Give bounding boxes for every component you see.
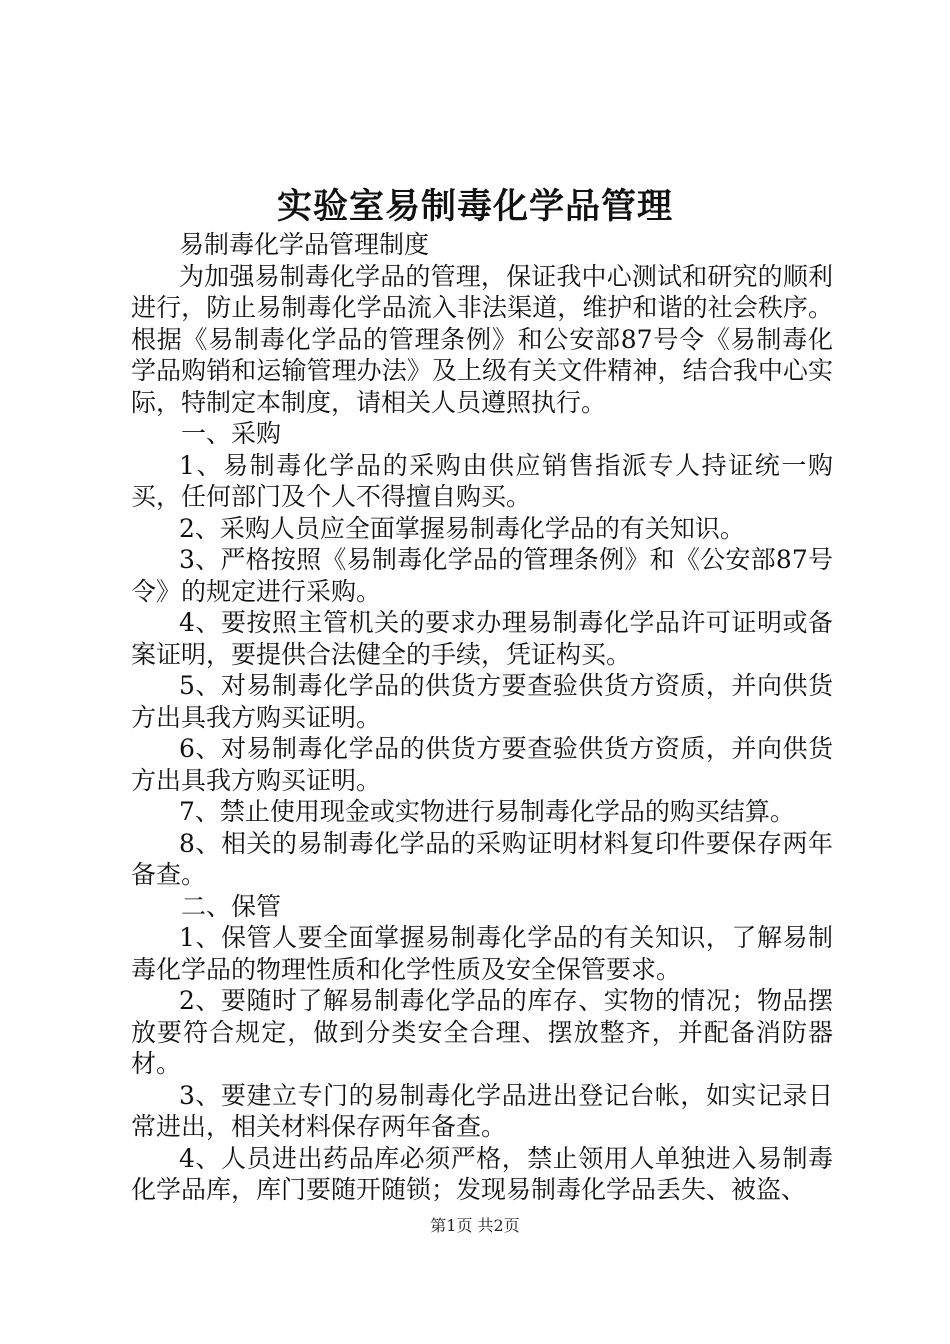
paragraph: 4、要按照主管机关的要求办理易制毒化学品许可证明或备案证明，要提供合法健全的手续，凭证构买。 xyxy=(131,608,833,669)
page-footer: 第1页 共2页 xyxy=(430,1216,520,1235)
paragraph: 为加强易制毒化学品的管理，保证我中心测试和研究的顺利进行，防止易制毒化学品流入非法渠道，维护和谐的社会秩序。根据《易制毒化学品的管理条例》和公安部87号令《易制毒化学品购销和运输管理办法》及上级有关文件精神，结合我中心实际，特制定本制度，请相关人员遵照执行。 xyxy=(131,261,833,417)
paragraph: 3、要建立专门的易制毒化学品进出登记台帐，如实记录日常进出，相关材料保存两年备查。 xyxy=(131,1080,833,1141)
paragraph: 2、要随时了解易制毒化学品的库存、实物的情况；物品摆放要符合规定，做到分类安全合理、摆放整齐，并配备消防器材。 xyxy=(131,986,833,1078)
paragraph: 1、易制毒化学品的采购由供应销售指派专人持证统一购买，任何部门及个人不得擅自购买。 xyxy=(131,450,833,511)
paragraph: 易制毒化学品管理制度 xyxy=(179,230,430,259)
document-title: 实验室易制毒化学品管理 xyxy=(276,186,673,227)
paragraph: 2、采购人员应全面掌握易制毒化学品的有关知识。 xyxy=(179,513,745,543)
paragraph: 4、人员进出药品库必须严格，禁止领用人单独进入易制毒化学品库，库门要随开随锁；发现易制毒化学品丢失、被盗、 xyxy=(131,1143,833,1204)
paragraph: 1、保管人要全面掌握易制毒化学品的有关知识，了解易制毒化学品的物理性质和化学性质及安全保管要求。 xyxy=(131,923,833,984)
paragraph: 7、禁止使用现金或实物进行易制毒化学品的购买结算。 xyxy=(179,797,795,826)
section-heading: 二、保管 xyxy=(181,891,282,921)
paragraph: 6、对易制毒化学品的供货方要查验供货方资质，并向供货方出具我方购买证明。 xyxy=(131,734,833,795)
paragraph: 3、严格按照《易制毒化学品的管理条例》和《公安部87号令》的规定进行采购。 xyxy=(131,545,833,606)
paragraph: 5、对易制毒化学品的供货方要查验供货方资质，并向供货方出具我方购买证明。 xyxy=(131,671,833,732)
document-body xyxy=(131,229,833,1206)
section-heading: 一、采购 xyxy=(181,419,282,448)
paragraph: 8、相关的易制毒化学品的采购证明材料复印件要保存两年备查。 xyxy=(131,828,833,889)
